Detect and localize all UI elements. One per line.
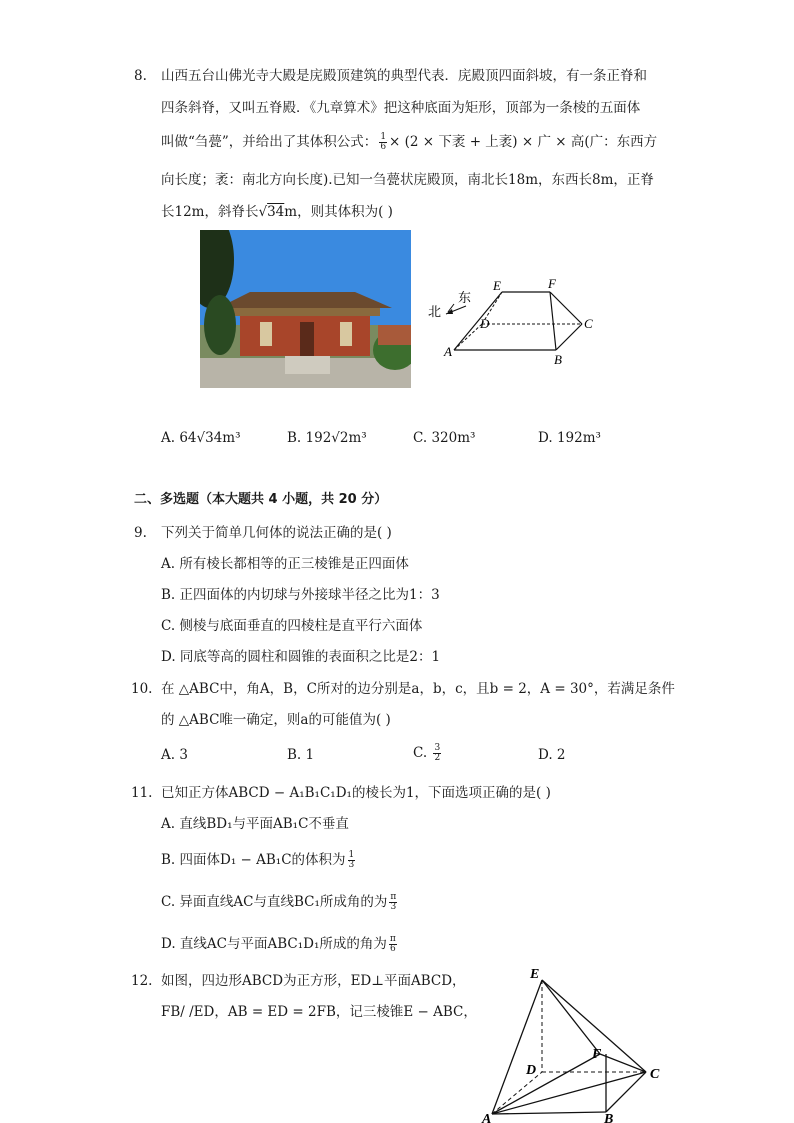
q8-option-d[interactable]: D. 192m³ [538,430,601,446]
point-label-D: D [480,316,490,331]
q11-option-b[interactable]: B. 四面体D₁ − AB₁C的体积为 $\frac{1}{3}$ [161,850,355,870]
q8-diagram [424,272,604,372]
q8-line2: 四条斜脊，又叫五脊殿．《九章算术》把这种底面为矩形，顶部为一条棱的五面体 [161,100,641,116]
q8-option-c[interactable]: C. 320m³ [413,430,476,446]
q8-line3-prefix: 叫做“刍甍”，并给出了其体积公式： [161,134,378,150]
q11-stem: 已知正方体ABCD − A₁B₁C₁D₁的棱长为1，下面选项正确的是( ) [161,785,551,801]
q10-option-c[interactable]: C. $\frac{3}{2}$ [413,743,441,763]
q8-line4: 向长度；袤：南北方向长度).已知一刍甍状庑殿顶，南北长18m，东西长8m，正脊 [161,172,654,188]
point-label-A: A [444,344,452,359]
temple-photo [200,230,411,388]
q10-line2: 的 △ABC唯一确定，则a的可能值为( ) [161,712,391,728]
q8-option-b[interactable]: B. 192√2m³ [287,430,367,446]
q12-label-C: C [650,1067,660,1082]
q10-option-d[interactable]: D. 2 [538,747,566,763]
q9-option-d[interactable]: D. 同底等高的圆柱和圆锥的表面积之比是2：1 [161,649,441,665]
q12-label-F: F [592,1047,602,1062]
point-label-C: C [584,316,593,331]
q12-line2: FB/ /ED，AB = ED = 2FB，记三棱锥E − ABC， [161,1004,477,1020]
q10-option-b[interactable]: B. 1 [287,747,315,763]
q12-label-B: B [604,1112,614,1123]
point-label-B: B [554,352,562,367]
point-label-E: E [493,278,501,293]
q12-label-D: D [526,1063,537,1078]
q11-option-a[interactable]: A. 直线BD₁与平面AB₁C不垂直 [161,816,349,832]
q10-number: 10. [131,681,153,697]
q12-number: 12. [131,973,153,989]
q12-label-A: A [482,1112,492,1123]
q11-option-d[interactable]: D. 直线AC与平面ABC₁D₁所成的角为 $\frac{\pi}{6}$ [161,934,396,954]
q8-fraction: $\frac{1}{6}$ [380,132,387,152]
section-heading: 二、多选题（本大题共 4 小题，共 20 分） [134,492,388,507]
q8-number: 8. [134,68,147,84]
q12-label-E: E [530,967,540,982]
q8-line3-suffix: × (2 × 下袤 + 上袤) × 广 × 高(广：东西方 [389,134,658,150]
q8-line3 [161,132,657,152]
q12-line1: 如图，四边形ABCD为正方形，ED⊥平面ABCD， [161,973,466,989]
point-label-F: F [548,276,556,291]
q10-line1: 在 △ABC中，角A，B，C所对的边分别是a，b，c，且b = 2，A = 30°，若满足条件 [161,681,675,697]
q9-option-a[interactable]: A. 所有棱长都相等的正三棱锥是正四面体 [161,556,409,572]
q9-option-b[interactable]: B. 正四面体的内切球与外接球半径之比为1：3 [161,587,440,603]
q8-line5: 长12m，斜脊长√34m，则其体积为( ) [161,204,393,220]
q10-option-a[interactable]: A. 3 [161,747,188,763]
q11-number: 11. [131,785,153,801]
q9-option-c[interactable]: C. 侧棱与底面垂直的四棱柱是直平行六面体 [161,618,423,634]
q11-option-c[interactable]: C. 异面直线AC与直线BC₁所成角的为 $\frac{\pi}{3}$ [161,892,397,912]
compass-east: 东 [458,291,472,306]
q9-number: 9. [134,525,147,541]
q9-stem: 下列关于简单几何体的说法正确的是( ) [161,525,392,541]
q8-option-a[interactable]: A. 64√34m³ [161,430,241,446]
q12-diagram [478,962,668,1123]
compass-north: 北 [428,305,442,320]
q8-sqrt-value: 34 [267,204,285,220]
q8-line1: 山西五台山佛光寺大殿是庑殿顶建筑的典型代表．庑殿顶四面斜坡，有一条正脊和 [161,68,647,84]
